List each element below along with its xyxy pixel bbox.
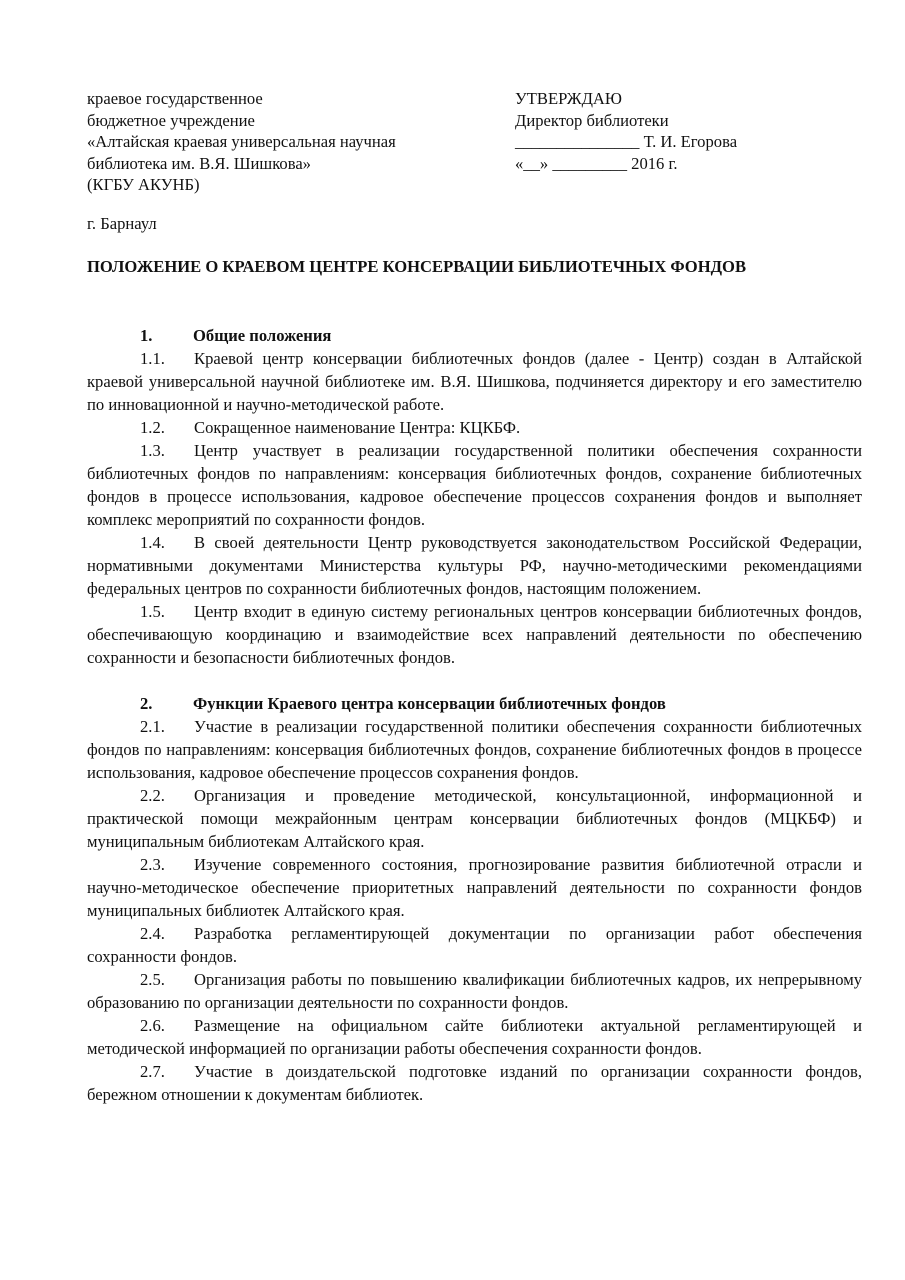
paragraph-text: Организация и проведение методической, консультационной, информационной и практической помощи межрайонным центрам консервации библиотечных фондов (МЦКБФ) и муниципальным библиотекам Алтайского края. — [87, 786, 862, 851]
institution-block — [87, 88, 447, 196]
paragraph — [87, 416, 862, 439]
institution-line: (КГБУ АКУНБ) — [87, 175, 200, 194]
paragraph-number: 1.2. — [140, 418, 165, 437]
paragraph-text: Разработка регламентирующей документации по организации работ обеспечения сохранности фондов. — [87, 924, 862, 966]
institution-line: «Алтайская краевая универсальная научная — [87, 132, 396, 151]
paragraph-number: 2.3. — [140, 855, 165, 874]
paragraph-text: Краевой центр консервации библиотечных фондов (далее - Центр) создан в Алтайской краевой универсальной научной библиотеке им. В.Я. Шишкова, подчиняется директору и его заместителю по инновационной и научно-методической работе. — [87, 349, 862, 414]
section-number: 1. — [140, 326, 153, 345]
section-number: 2. — [140, 694, 153, 713]
institution-line: краевое государственное — [87, 89, 263, 108]
paragraph-text: Размещение на официальном сайте библиотеки актуальной регламентирующей и методической информацией по организации работы обеспечения сохранности фондов. — [87, 1016, 862, 1058]
institution-line: библиотека им. В.Я. Шишкова» — [87, 153, 311, 173]
paragraph-number: 1.3. — [140, 441, 165, 460]
paragraph — [87, 439, 862, 531]
paragraph-number: 2.6. — [140, 1016, 165, 1035]
approval-date: «__» _________ 2016 г. — [515, 153, 678, 173]
approval-signature: _______________ Т. И. Егорова — [515, 132, 738, 151]
institution-line: бюджетное учреждение — [87, 110, 255, 130]
paragraph-number: 1.5. — [140, 602, 165, 621]
paragraph-text: Центр участвует в реализации государственной политики обеспечения сохранности библиотечных фондов по направлениям: консервация библиотечных фондов, сохранение библиотечных фондов в процессе использования, кадровое обеспечение процессов сохранения фондов и выполняет комплекс мероприятий по сохранности фондов. — [87, 441, 862, 529]
paragraph-number: 1.4. — [140, 533, 165, 552]
document-title: ПОЛОЖЕНИЕ О КРАЕВОМ ЦЕНТРЕ КОНСЕРВАЦИИ БИБЛИОТЕЧНЫХ ФОНДОВ — [87, 257, 747, 276]
paragraph-text: Организация работы по повышению квалификации библиотечных кадров, их непрерывному образованию по организации деятельности по сохранности фондов. — [87, 970, 862, 1012]
paragraph-text: В своей деятельности Центр руководствуется законодательством Российской Федерации, нормативными документами Министерства культуры РФ, научно-методическими рекомендациями федеральных центров по сохранности библиотечных фондов, настоящим положением. — [87, 533, 862, 598]
section-heading — [87, 692, 862, 715]
paragraph-number: 2.5. — [140, 970, 165, 989]
paragraph-number: 2.4. — [140, 924, 165, 943]
paragraph — [87, 1060, 862, 1106]
approval-block — [515, 88, 855, 174]
paragraph — [87, 784, 862, 853]
section-title: Общие положения — [193, 326, 332, 345]
paragraph — [87, 922, 862, 968]
document-body — [87, 324, 862, 1106]
section-title: Функции Краевого центра консервации библиотечных фондов — [193, 694, 666, 713]
paragraph — [87, 853, 862, 922]
paragraph-number: 1.1. — [140, 349, 165, 368]
paragraph — [87, 1014, 862, 1060]
paragraph-text: Центр входит в единую систему региональных центров консервации библиотечных фондов, обеспечивающую координацию и взаимодействие всех направлений деятельности по обеспечению сохранности и безопасности библиотечных фондов. — [87, 602, 862, 667]
paragraph — [87, 715, 862, 784]
paragraph-number: 2.2. — [140, 786, 165, 805]
paragraph-number: 2.7. — [140, 1062, 165, 1081]
approval-title: УТВЕРЖДАЮ — [515, 89, 622, 108]
paragraph-text: Участие в доиздательской подготовке изданий по организации сохранности фондов, бережном отношении к документам библиотек. — [87, 1062, 862, 1104]
section-spacer — [87, 669, 862, 692]
paragraph — [87, 600, 862, 669]
paragraph-text: Изучение современного состояния, прогнозирование развития библиотечной отрасли и научно-методическое обеспечение приоритетных направлений деятельности по сохранности фондов муниципальных библиотек Алтайского края. — [87, 855, 862, 920]
paragraph-number: 2.1. — [140, 717, 165, 736]
paragraph — [87, 968, 862, 1014]
approval-position: Директор библиотеки — [515, 110, 669, 130]
paragraph — [87, 531, 862, 600]
city-line: г. Барнаул — [87, 214, 157, 233]
paragraph-text: Сокращенное наименование Центра: КЦКБФ. — [194, 418, 521, 437]
section-heading — [87, 324, 862, 347]
paragraph — [87, 347, 862, 416]
paragraph-text: Участие в реализации государственной политики обеспечения сохранности библиотечных фондов по направлениям: консервация библиотечных фондов, сохранение библиотечных фондов в процессе использования, кадровое обеспечение процессов сохранения фондов. — [87, 717, 862, 782]
